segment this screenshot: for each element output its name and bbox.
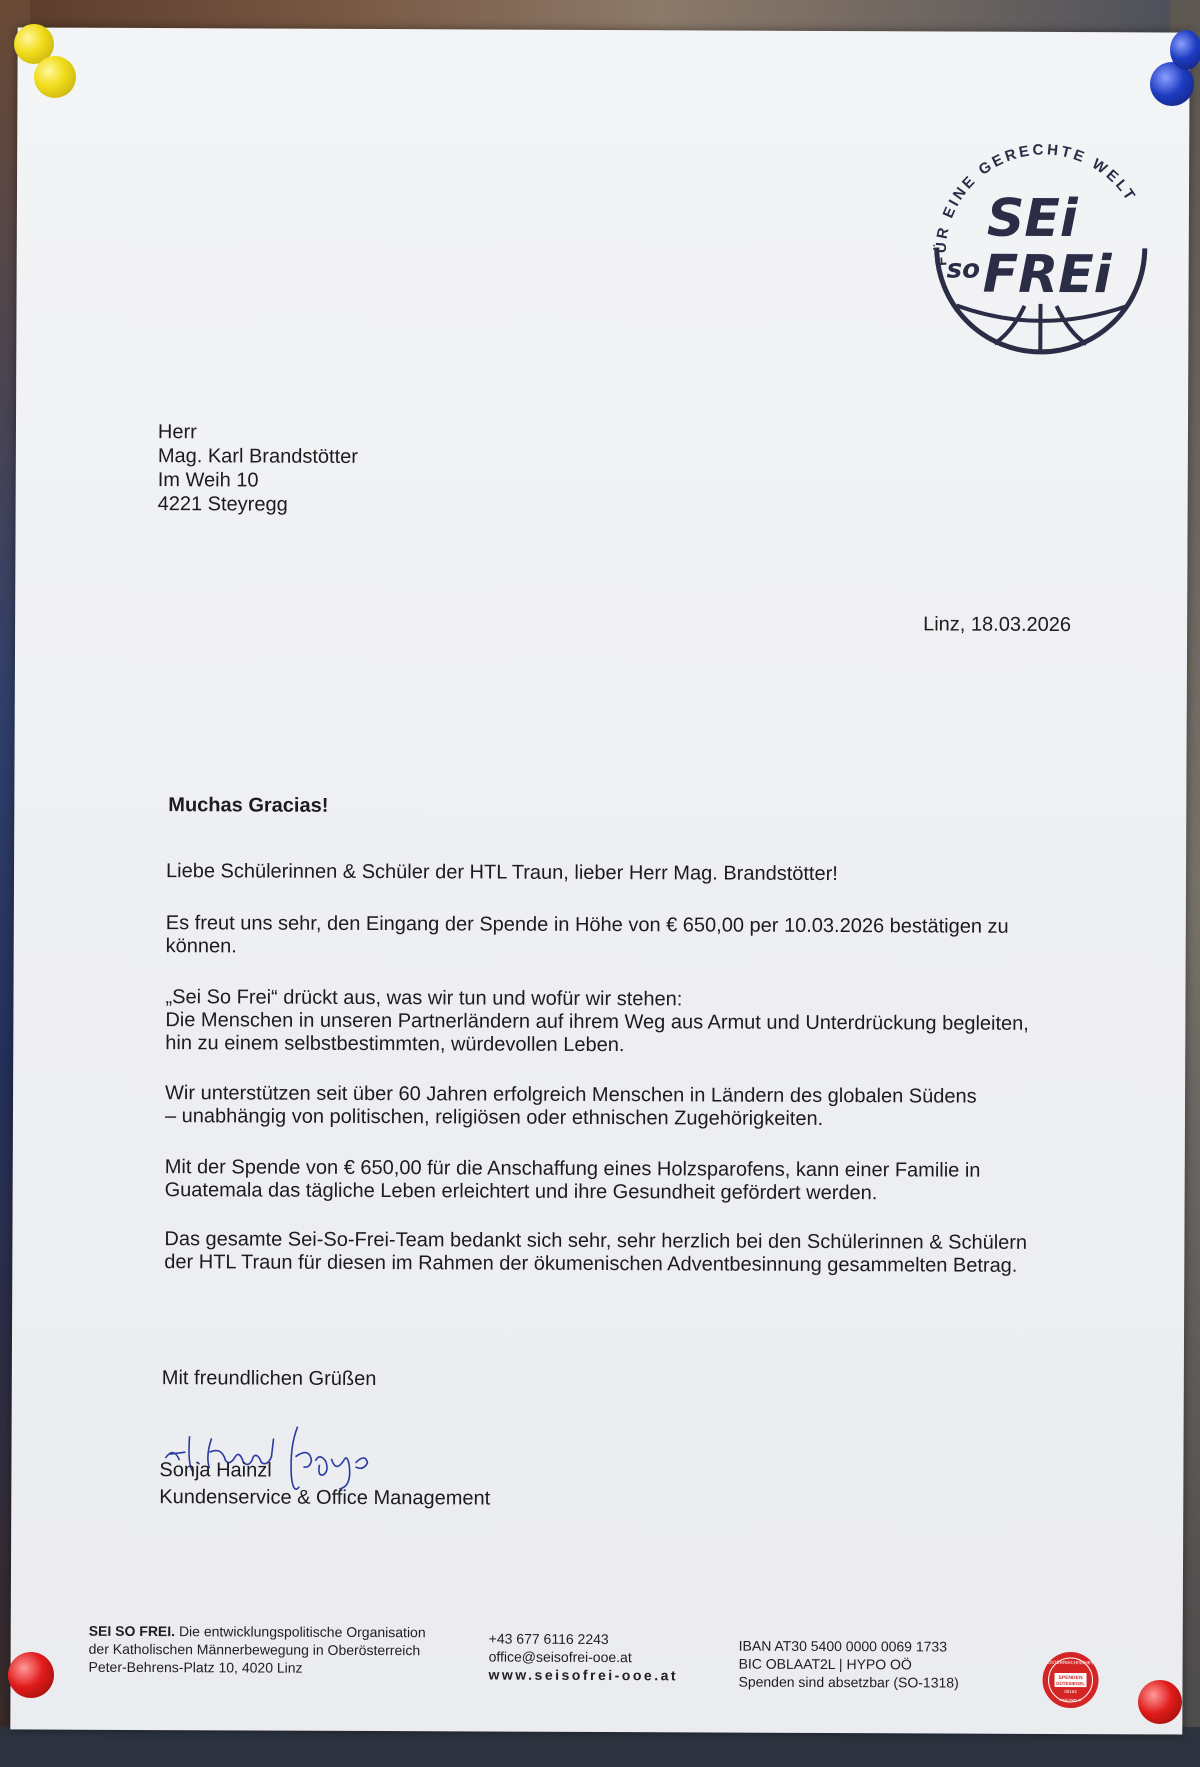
footer-contact: [488, 1630, 678, 1685]
signer-role: Kundenservice & Office Management: [159, 1486, 491, 1510]
recipient-street: Im Weih 10: [157, 469, 259, 492]
svg-text:ÖSTERREICHISCHES: ÖSTERREICHISCHES: [1047, 1659, 1094, 1666]
footer-web: www.seisofrei-ooe.at: [488, 1666, 679, 1684]
footer-iban: IBAN AT30 5400 0000 0069 1733: [738, 1637, 948, 1655]
recipient-salutation: Herr: [157, 421, 197, 444]
paragraph-support: Wir unterstützen seit über 60 Jahren erfolgreich Menschen in Ländern des globalen Südens – unabhängig von politischen, religiösen oder ethnischen Zugehörigkeiten.: [164, 1082, 977, 1130]
letter-sheet: [10, 27, 1189, 1734]
paragraph-stove: Mit der Spende von € 650,00 für die Anschaffung eines Holzsparofens, kann einer Familie in Guatemala das tägliche Leben erleichtert und ihre Gesundheit gefördert werden.: [164, 1156, 981, 1205]
letter-subject: Muchas Gracias!: [168, 794, 329, 817]
svg-text:05184: 05184: [1064, 1689, 1077, 1695]
blue-pin-head-icon: [1170, 30, 1200, 70]
footer-bank: [738, 1637, 958, 1692]
paragraph-mission: „Sei So Frei“ drückt aus, was wir tun und wofür wir stehen: Die Menschen in unseren Partnerländern auf ihrem Weg aus Armut und Unterdrückung begleiten, hin zu einem selbstbestimmten, würdevollen Leben.: [165, 986, 1029, 1057]
logo-frei: FREi: [982, 244, 1112, 306]
logo-globe-meridian-left: [994, 306, 1024, 344]
recipient-name: Mag. Karl Brandstötter: [157, 445, 358, 468]
recipient-city: 4221 Steyregg: [157, 493, 288, 516]
svg-text:SPENDEN: SPENDEN: [1058, 1675, 1083, 1682]
paragraph-donation: Es freut uns sehr, den Eingang der Spende in Höhe von € 650,00 per 10.03.2026 bestätigen zu können.: [165, 912, 1009, 958]
red-pin-right-icon: [1138, 1680, 1182, 1724]
signer-name: Sonja Hainzl: [159, 1459, 272, 1482]
logo-globe-meridian-right: [1056, 306, 1086, 344]
donation-seal-icon: [1040, 1650, 1100, 1710]
footer-bic: BIC OBLAAT2L | HYPO OÖ: [738, 1655, 912, 1673]
recipient-address: [158, 420, 359, 517]
letter-date: Linz, 18.03.2026: [923, 613, 1072, 637]
svg-text:www.osgs.at: www.osgs.at: [1059, 1697, 1082, 1703]
svg-text:GÜTESIEGEL: GÜTESIEGEL: [1055, 1680, 1086, 1687]
footer-phone: +43 677 6116 2243: [488, 1630, 609, 1648]
footer-tax-note: Spenden sind absetzbar (SO-1318): [738, 1673, 959, 1691]
paragraph-thanks: Das gesamte Sei-So-Frei-Team bedankt sich sehr, sehr herzlich bei den Schülerinnen & Schülern der HTL Traun für diesen im Rahmen der ökumenischen Adventbesinnung gesammelten Betrag.: [164, 1228, 1028, 1277]
footer-email: office@seisofrei-ooe.at: [488, 1648, 632, 1666]
yellow-pin-head-icon: [34, 56, 76, 98]
letter-salutation: Liebe Schülerinnen & Schüler der HTL Traun, lieber Herr Mag. Brandstötter!: [165, 860, 838, 886]
sei-so-frei-logo: [924, 135, 1157, 368]
footer-organization: SEI SO FREI. Die entwicklungspolitische Organisation der Katholischen Männerbewegung in Oberösterreich Peter-Behrens-Platz 10, 4020 Linz: [88, 1622, 426, 1676]
footer-org-name: SEI SO FREI.: [88, 1622, 176, 1640]
letter-closing: Mit freundlichen Grüßen: [161, 1367, 377, 1391]
logo-so: so: [946, 254, 981, 285]
logo-arc-text: FÜR EINE GERECHTE WELT: [932, 141, 1140, 267]
logo-sei: SEi: [986, 188, 1078, 250]
red-pin-left-icon: [8, 1652, 54, 1698]
